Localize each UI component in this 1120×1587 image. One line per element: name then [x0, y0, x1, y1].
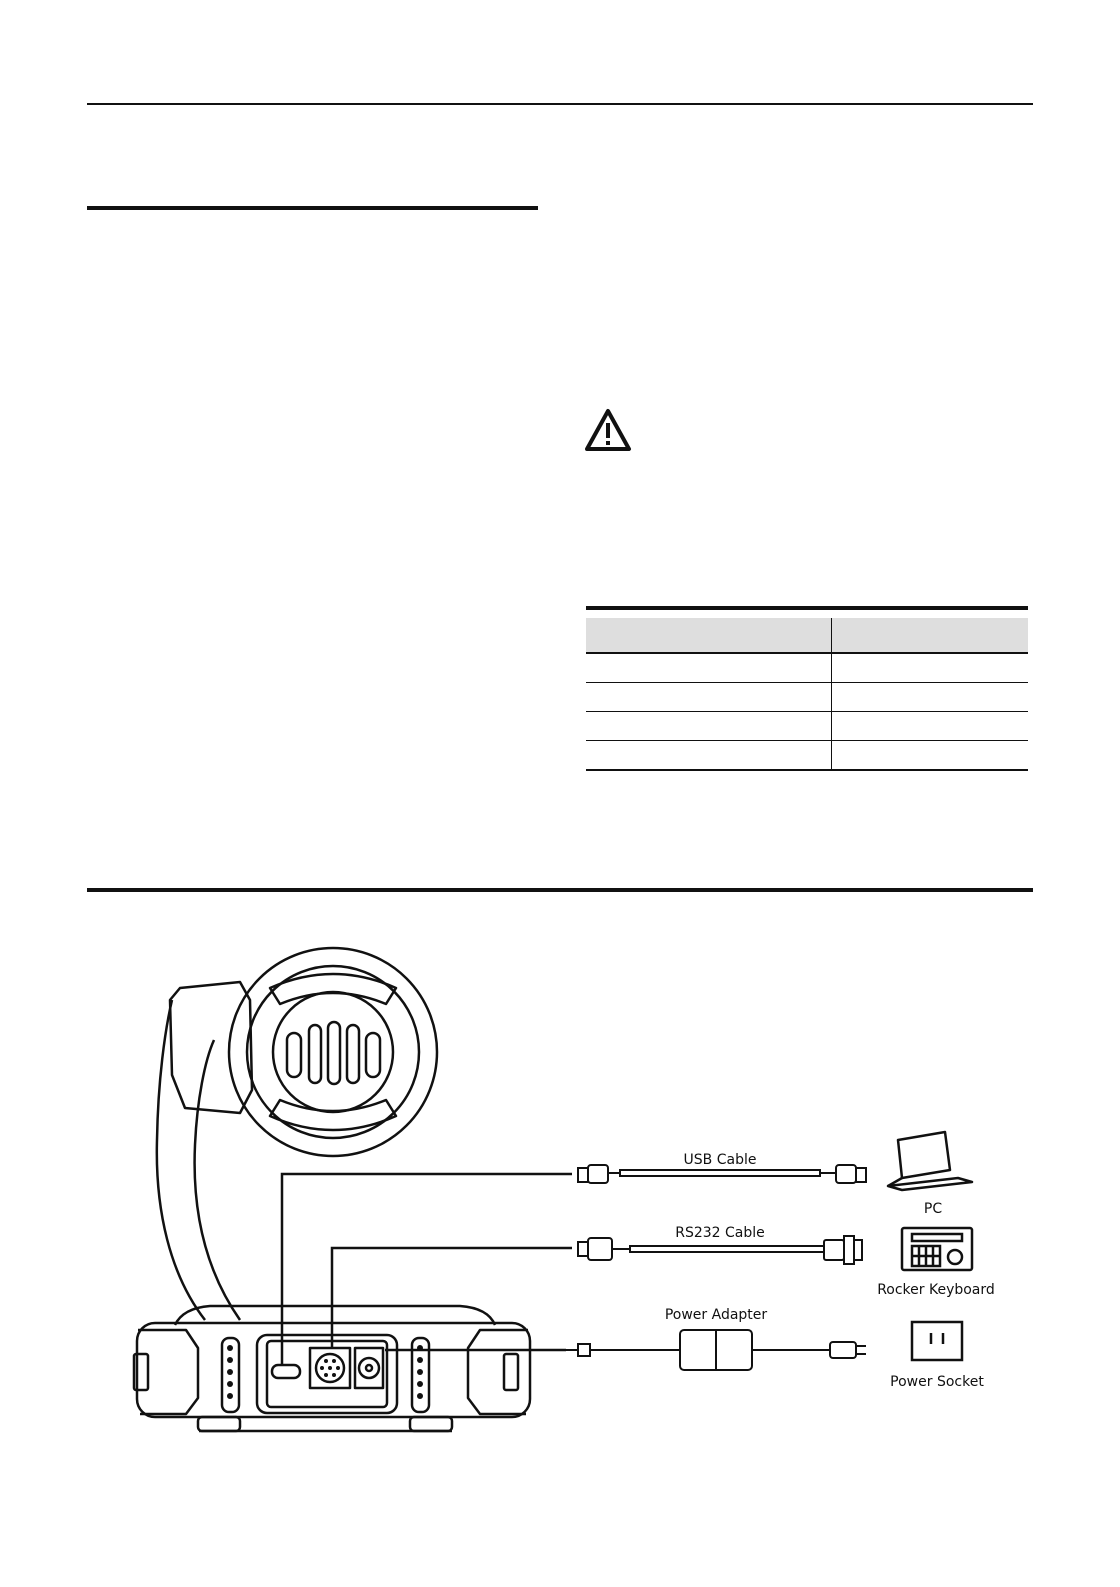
table-row [586, 654, 1028, 683]
table-cell [832, 654, 1028, 682]
section-title-rule-left [87, 206, 538, 210]
power-socket-label: Power Socket [890, 1374, 984, 1390]
laptop-icon [888, 1132, 972, 1190]
rocker-keyboard-label: Rocker Keyboard [877, 1282, 995, 1298]
power-adapter-icon [566, 1330, 866, 1370]
table-cell [832, 683, 1028, 711]
usb-cable-label: USB Cable [683, 1152, 757, 1168]
table-row [586, 741, 1028, 771]
table-header-row [586, 618, 1028, 654]
table-cell [586, 654, 832, 682]
table-cell [586, 712, 832, 740]
table-cell [586, 741, 832, 769]
connection-diagram [0, 930, 1120, 1450]
warning-icon [584, 408, 632, 452]
table-header-cell [586, 618, 832, 652]
section-rule [87, 888, 1033, 892]
power-adapter-label: Power Adapter [664, 1307, 768, 1323]
table-cell [832, 741, 1028, 769]
table-cell [832, 712, 1028, 740]
keyboard-controller-icon [902, 1228, 972, 1270]
spec-table [586, 606, 1028, 771]
camera-icon [134, 948, 530, 1431]
power-socket-icon [912, 1322, 962, 1360]
header-rule [87, 103, 1033, 105]
pc-label: PC [923, 1201, 943, 1217]
table-row [586, 712, 1028, 741]
table-header-cell [832, 618, 1028, 652]
table-cell [586, 683, 832, 711]
rs232-cable-label: RS232 Cable [675, 1225, 765, 1241]
table-row [586, 683, 1028, 712]
